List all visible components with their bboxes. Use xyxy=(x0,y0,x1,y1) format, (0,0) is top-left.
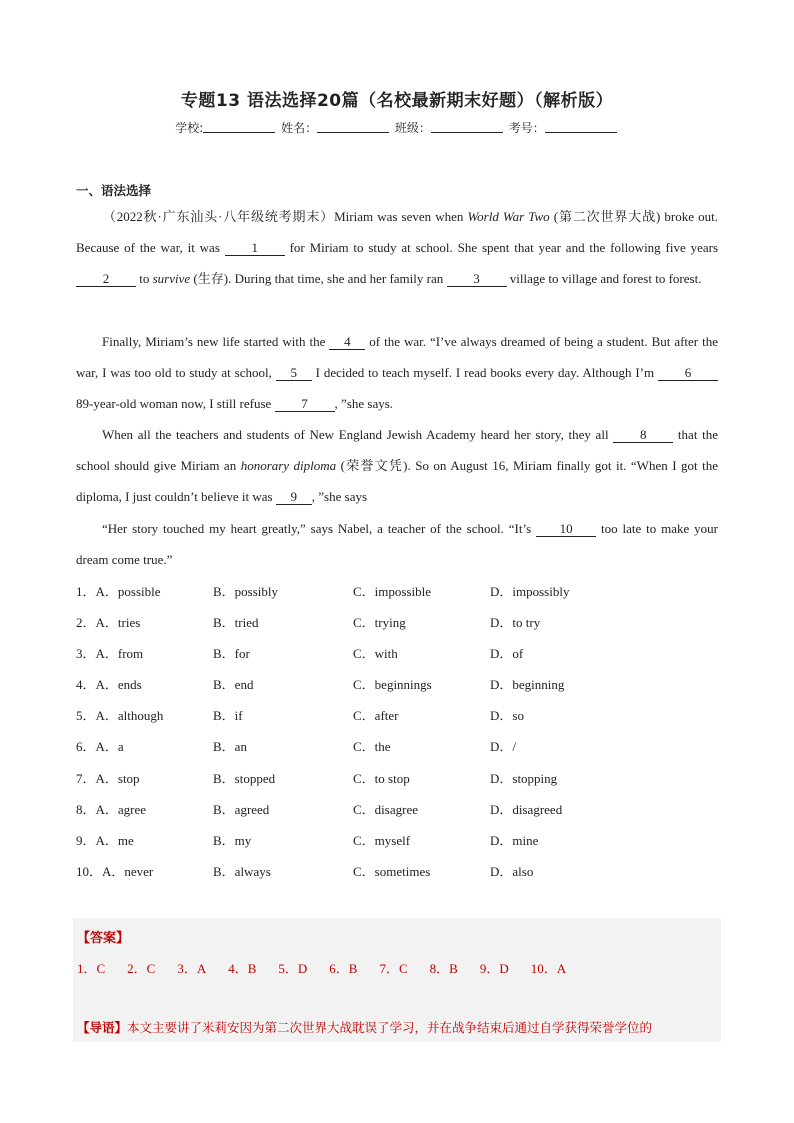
id-label: 考号： xyxy=(508,121,545,135)
name-label: 姓名： xyxy=(281,121,318,135)
answer-item: 2．C xyxy=(127,961,156,976)
blank-10: 10 xyxy=(536,521,596,537)
answer-box xyxy=(73,918,721,1042)
blank-3: 3 xyxy=(447,271,507,287)
answer-item: 8．B xyxy=(429,961,458,976)
options-list xyxy=(76,575,718,886)
name-blank xyxy=(317,120,389,133)
passage-paragraph-4: “Her story touched my heart greatly,” says Nabel, a teacher of the school. “It’s 10 too late to make your dream come true.” xyxy=(76,521,719,567)
answer-item: 3．A xyxy=(177,961,207,976)
option-row-6: 6．A．a B．an C．the D．/ xyxy=(76,739,517,755)
answer-item: 4．B xyxy=(228,961,257,976)
student-info-line xyxy=(0,119,794,136)
class-blank xyxy=(431,120,503,133)
answer-item: 10．A xyxy=(530,961,567,976)
guide-text xyxy=(77,1018,721,1036)
guide-label: 【导语】 xyxy=(77,1020,128,1035)
answer-item: 5．D xyxy=(278,961,308,976)
section-heading: 一、语法选择 xyxy=(76,183,152,198)
answer-label: 【答案】 xyxy=(77,931,130,946)
guide-body: 本文主要讲了米莉安因为第二次世界大战耽误了学习，并在战争结束后通过自学获得荣誉学位的 xyxy=(127,1020,653,1035)
blank-4: 4 xyxy=(329,334,365,350)
option-row-10: 10．A．never B．always C．sometimes D．also xyxy=(76,863,534,879)
option-row-5: 5．A．although B．if C．after D．so xyxy=(76,708,524,724)
answer-item: 1．C xyxy=(77,961,106,976)
answer-item: 9．D xyxy=(479,961,509,976)
option-row-3: 3．A．from B．for C．with D．of xyxy=(76,646,524,662)
passage-paragraph-3: When all the teachers and students of New England Jewish Academy heard her story, they all 8 that the school should give Miriam an honorary diploma (荣誉文凭). So on August 16, Miriam finally got it. “When I got the diploma, I just couldn’t believe it was 9 , ”she says xyxy=(76,427,718,504)
option-row-2: 2．A．tries B．tried C．trying D．to try xyxy=(76,615,541,631)
option-row-4: 4．A．ends B．end C．beginnings D．beginning xyxy=(76,677,565,693)
option-row-7: 7．A．stop B．stopped C．to stop D．stopping xyxy=(76,770,558,786)
passage-paragraph-2: Finally, Miriam’s new life started with the 4 of the war. “I’ve always dreamed of being a student. But after the war, I was too old to study at school, 5 I decided to teach myself. I read books every day. Although I’m 6 89-year-old woman now, I still refuse 7 , ”she says. xyxy=(76,334,718,411)
school-label: 学校: xyxy=(175,121,204,135)
class-label: 班级： xyxy=(394,121,431,135)
answer-item: 7．C xyxy=(379,961,408,976)
blank-6: 6 xyxy=(658,365,718,381)
id-blank xyxy=(545,120,617,133)
blank-8: 8 xyxy=(613,427,673,443)
answer-item: 6．B xyxy=(329,961,358,976)
school-blank xyxy=(203,120,275,133)
blank-2: 2 xyxy=(76,271,136,287)
blank-5: 5 xyxy=(276,365,312,381)
passage-paragraph-1: （2022秋·广东汕头·八年级统考期末）Miriam was seven when World War Two (第二次世界大战) broke out. Because of the war, it was 1 for Miriam to study at school. She spent that year and the following five years 2 to survive (生存). During that time, she and her family ran 3 village to village and forest to forest. xyxy=(76,209,719,286)
answer-list xyxy=(77,958,588,977)
option-row-9: 9．A．me B．my C．myself D．mine xyxy=(76,832,539,848)
option-row-1: 1．A．possible B．possibly C．impossible D．impossibly xyxy=(76,584,570,599)
option-row-8: 8．A．agree B．agreed C．disagree D．disagreed xyxy=(76,801,563,817)
blank-9: 9 xyxy=(276,489,312,505)
blank-1: 1 xyxy=(225,240,285,256)
page-title: 专题13 语法选择20篇（名校最新期末好题）（解析版） xyxy=(180,91,614,111)
blank-7: 7 xyxy=(275,396,335,412)
